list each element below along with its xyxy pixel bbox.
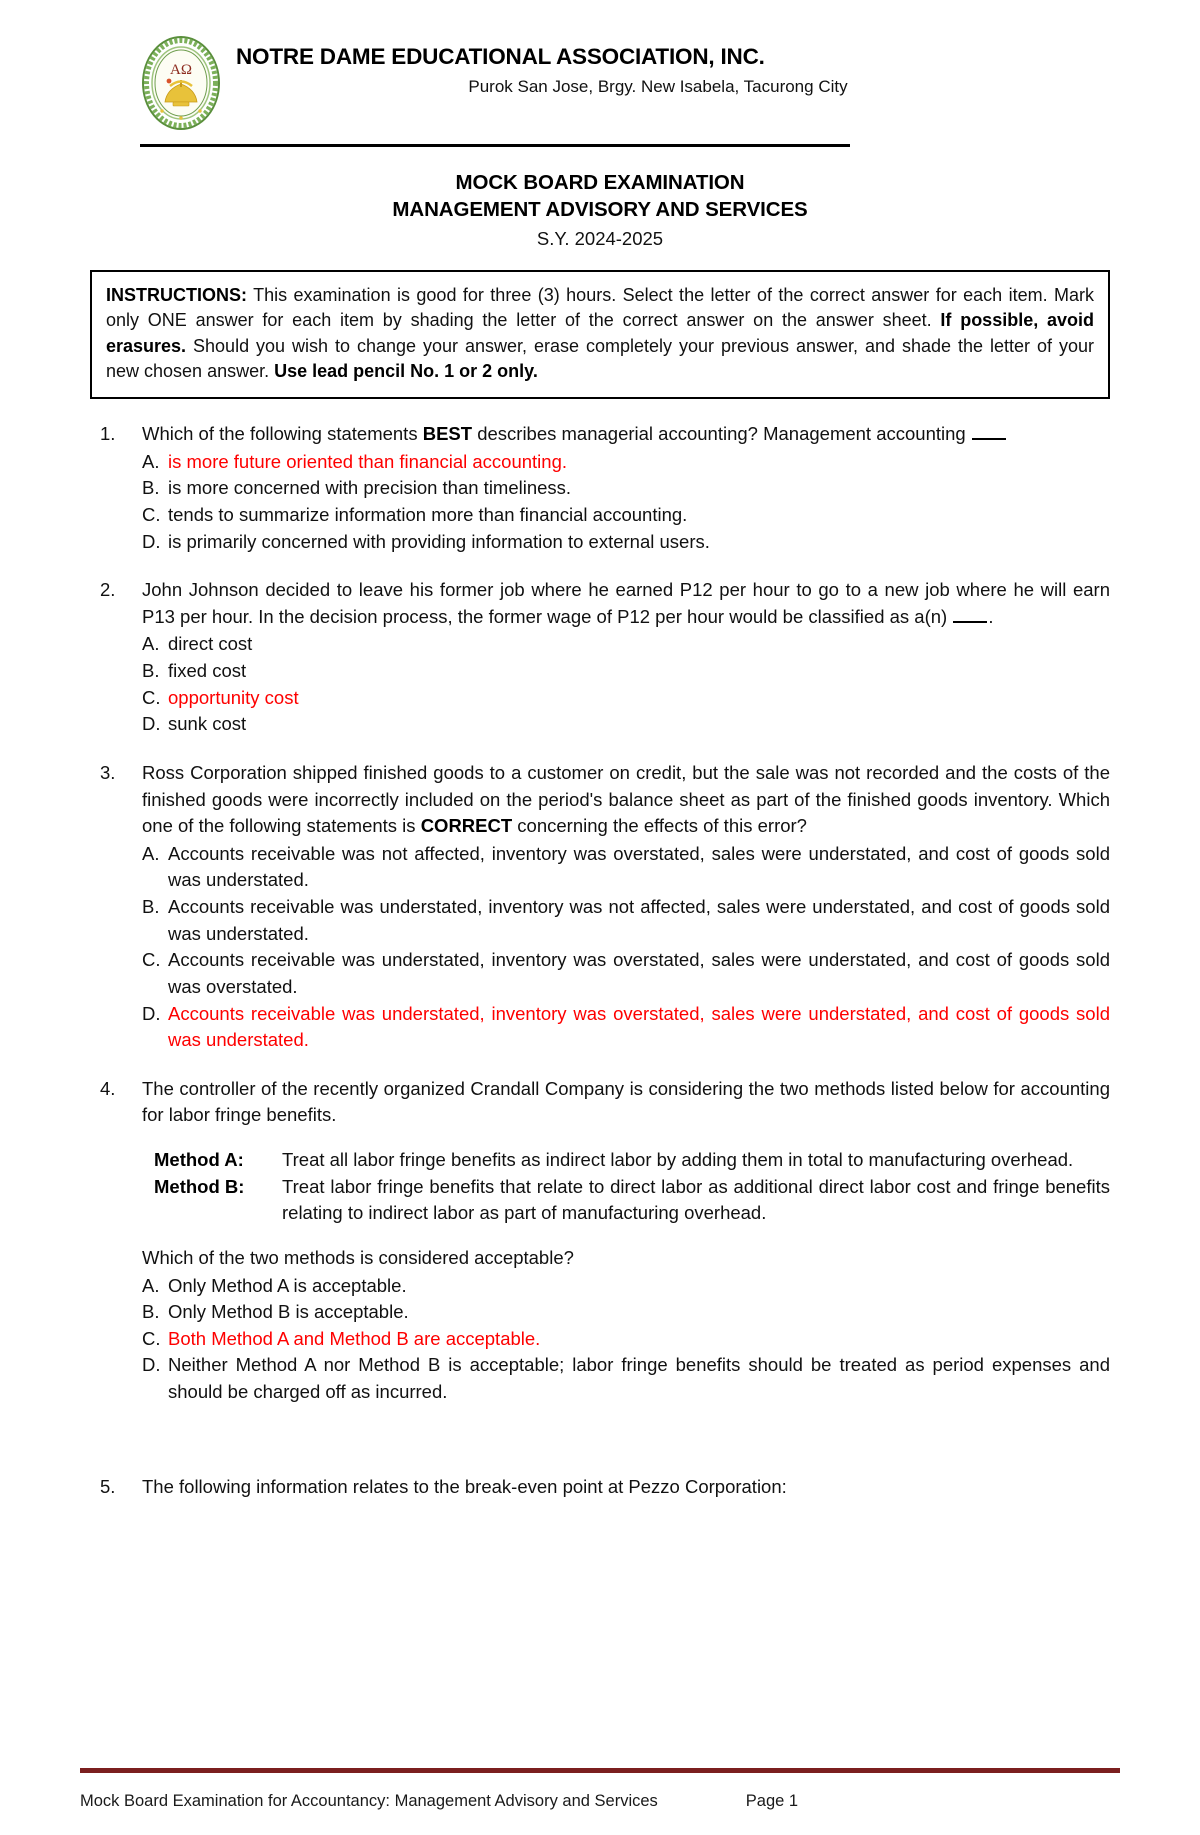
option-text: fixed cost: [168, 660, 247, 682]
question-3-options: [142, 841, 1110, 1054]
question-4-number: 4.: [100, 1077, 116, 1099]
question-2-number: 2.: [100, 579, 116, 601]
question-4-sub-stem: Which of the two methods is considered acceptable?: [142, 1246, 574, 1268]
exam-title-line1: MOCK BOARD EXAMINATION: [455, 171, 745, 194]
option-text: Accounts receivable was understated, inventory was overstated, sales were understated, and cost of goods sold was understated.: [168, 1002, 1110, 1051]
instructions-label: INSTRUCTIONS:: [106, 284, 247, 305]
question-3-option-d[interactable]: [142, 1001, 1110, 1054]
question-2-option-d[interactable]: [142, 711, 1110, 738]
question-1-stem: [142, 421, 1110, 448]
question-4-option-c[interactable]: [142, 1326, 1110, 1353]
option-letter: A.: [142, 1274, 160, 1296]
method-a-text: Treat all labor fringe benefits as indirect labor by adding them in total to manufacturing overhead.: [282, 1149, 1074, 1171]
page-content: [80, 0, 1120, 1522]
method-b-row: [154, 1174, 1110, 1227]
option-letter: B.: [142, 477, 160, 499]
option-letter: C.: [142, 949, 161, 971]
option-letter: B.: [142, 1301, 160, 1323]
instructions-bold1: If possible, avoid erasures.: [106, 310, 1095, 356]
method-a-row: [154, 1147, 1110, 1174]
option-letter: A.: [142, 450, 160, 472]
option-letter: C.: [142, 1327, 161, 1349]
question-1-option-b[interactable]: [142, 475, 1110, 502]
questions-list: [80, 421, 1120, 1500]
exam-title-line2: MANAGEMENT ADVISORY AND SERVICES: [392, 198, 808, 222]
option-text: direct cost: [168, 633, 253, 655]
question-3-number: 3.: [100, 761, 116, 783]
question-5-number: 5.: [100, 1475, 116, 1497]
page-footer: [80, 1792, 1120, 1811]
option-letter: B.: [142, 660, 160, 682]
question-3-stem-a: Ross Corporation shipped finished goods to a customer on credit, but the sale was not recorded and the costs of the finished goods were incorrectly included on the period's balance sheet as part of the finished goods inventory. Which one of the following statements is: [142, 761, 1110, 837]
question-2: [90, 577, 1110, 738]
organization-address: Purok San Jose, Brgy. New Isabela, Tacurong City: [468, 76, 848, 96]
question-3-stem-b: concerning the effects of this error?: [512, 815, 807, 837]
option-text: Only Method B is acceptable.: [168, 1301, 409, 1323]
option-text: opportunity cost: [168, 686, 299, 708]
question-3-stem: [142, 760, 1110, 840]
question-2-stem: [142, 577, 1110, 630]
option-letter: A.: [142, 633, 160, 655]
option-letter: D.: [142, 713, 161, 735]
exam-titles: [80, 169, 1120, 253]
option-letter: C.: [142, 686, 161, 708]
question-1-stem-b: describes managerial accounting? Management accounting: [472, 423, 971, 445]
question-4-option-b[interactable]: [142, 1299, 1110, 1326]
option-letter: D.: [142, 530, 161, 552]
answer-blank: [972, 427, 1006, 440]
answer-blank: [953, 610, 987, 623]
question-1-option-c[interactable]: [142, 502, 1110, 529]
question-1-option-d[interactable]: [142, 529, 1110, 556]
option-text: Only Method A is acceptable.: [168, 1274, 407, 1296]
question-4: [90, 1076, 1110, 1406]
letterhead: [80, 0, 1120, 132]
option-text: Accounts receivable was understated, inventory was overstated, sales were understated, and cost of goods sold was overstated.: [168, 949, 1110, 997]
option-text: tends to summarize information more than financial accounting.: [168, 503, 688, 525]
footer-page-number: Page 1: [745, 1792, 799, 1810]
option-letter: A.: [142, 842, 160, 864]
option-letter: C.: [142, 503, 161, 525]
school-seal-icon: [140, 34, 222, 132]
question-3-stem-emphasis: CORRECT: [420, 815, 513, 837]
option-text: Accounts receivable was not affected, inventory was overstated, sales were understated, and cost of goods sold was understated.: [168, 842, 1110, 891]
question-1-option-a[interactable]: [142, 449, 1110, 476]
svg-text:ΑΩ: ΑΩ: [170, 62, 192, 78]
instructions-part1: This examination is good for three (3) hours. Select the letter of the correct answer for each item. Mark only ONE answer for each item by shading the letter of the correct answer on the answer sheet.: [106, 284, 1094, 331]
question-2-stem-b: .: [988, 605, 994, 627]
question-4-methods: [142, 1147, 1110, 1227]
question-4-option-a[interactable]: [142, 1273, 1110, 1300]
question-3-option-c[interactable]: [142, 947, 1110, 1000]
instructions-box: [90, 270, 1110, 399]
exam-school-year: S.Y. 2024-2025: [536, 228, 664, 250]
question-1-options: [142, 449, 1110, 556]
option-letter: D.: [142, 1354, 161, 1376]
question-1: [90, 421, 1110, 555]
question-3-option-a[interactable]: [142, 841, 1110, 894]
question-3-option-b[interactable]: [142, 894, 1110, 947]
option-text: Neither Method A nor Method B is acceptable; labor fringe benefits should be treated as period expenses and should be charged off as incurred.: [168, 1354, 1110, 1403]
question-2-option-c[interactable]: [142, 685, 1110, 712]
question-4-stem: The controller of the recently organized Crandall Company is considering the two methods listed below for accounting for labor fringe benefits.: [142, 1077, 1110, 1126]
question-1-stem-a: Which of the following statements: [142, 423, 423, 445]
option-text: is more future oriented than financial accounting.: [168, 450, 568, 472]
question-2-option-b[interactable]: [142, 658, 1110, 685]
option-text: Accounts receivable was understated, inventory was not affected, sales were understated, and cost of goods sold was understated.: [168, 896, 1110, 944]
question-4-option-d[interactable]: [142, 1352, 1110, 1405]
option-letter: B.: [142, 896, 160, 918]
footer-divider: [80, 1768, 1120, 1773]
question-1-stem-emphasis: BEST: [422, 423, 473, 445]
footer-title: Mock Board Examination for Accountancy: Management Advisory and Services: [80, 1792, 658, 1810]
instructions-part2: Should you wish to change your answer, erase completely your previous answer, and shade the letter of your new chosen answer.: [106, 335, 1094, 382]
option-letter: D.: [142, 1002, 161, 1024]
method-a-label: Method A:: [154, 1149, 244, 1171]
letterhead-text: [236, 30, 1120, 97]
option-text: sunk cost: [168, 713, 247, 735]
question-2-stem-a: John Johnson decided to leave his former job where he earned P12 per hour to go to a new job where he will earn P13 per hour. In the decision process, the former wage of P12 per hour would be classified as a(n): [142, 579, 1110, 627]
question-5-stem: The following information relates to the break-even point at Pezzo Corporation:: [142, 1475, 787, 1497]
method-b-text: Treat labor fringe benefits that relate to direct labor as additional direct labor cost and fringe benefits relating to indirect labor as part of manufacturing overhead.: [282, 1175, 1110, 1224]
option-text: Both Method A and Method B are acceptable.: [168, 1327, 541, 1349]
question-3: [90, 760, 1110, 1054]
organization-name: NOTRE DAME EDUCATIONAL ASSOCIATION, INC.: [236, 44, 765, 69]
question-1-number: 1.: [100, 423, 116, 445]
question-2-option-a[interactable]: [142, 631, 1110, 658]
question-5: [90, 1474, 1110, 1501]
instructions-bold2: Use lead pencil No. 1 or 2 only.: [274, 361, 538, 382]
question-4-options: [142, 1273, 1110, 1406]
letterhead-divider: [140, 144, 850, 147]
question-2-options: [142, 631, 1110, 738]
option-text: is more concerned with precision than timeliness.: [168, 477, 572, 499]
method-b-label: Method B:: [154, 1175, 245, 1197]
option-text: is primarily concerned with providing information to external users.: [168, 530, 710, 552]
